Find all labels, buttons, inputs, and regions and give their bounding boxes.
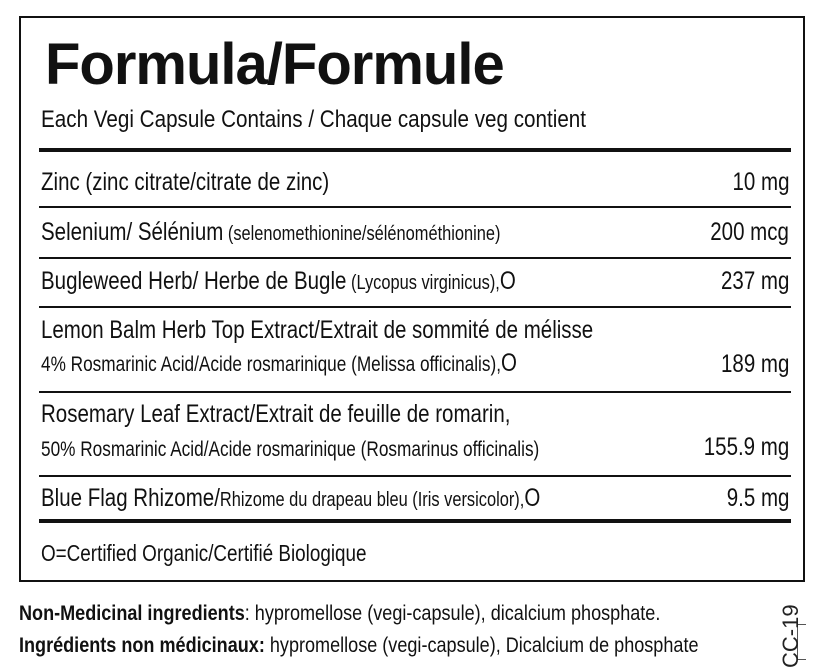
- ingredient-amount: 155.9 mg: [703, 433, 789, 461]
- ingredient-name: Selenium/ Sélénium: [41, 218, 224, 246]
- ingredient-name: Bugleweed Herb/ Herbe de Bugle: [41, 267, 347, 295]
- ingredient-subline: [41, 348, 789, 380]
- ingredient-name: Blue Flag Rhizome/: [41, 484, 220, 512]
- ingredient-row-bugleweed: [41, 266, 789, 298]
- ingredient-amount: 200 mcg: [710, 218, 789, 246]
- row-divider: [39, 206, 791, 208]
- organic-marker: O: [499, 267, 516, 295]
- non-medicinal-en-label: Non-Medicinal ingredients: [19, 602, 245, 625]
- formula-title: Formula/Formule: [45, 32, 504, 97]
- non-medicinal-fr: [19, 630, 699, 662]
- row-divider: [39, 306, 791, 308]
- non-medicinal-en: [19, 598, 699, 630]
- ingredient-name: Zinc (zinc citrate/citrate de zinc): [41, 168, 330, 196]
- header-divider: [39, 148, 791, 152]
- non-medicinal-en-text: : hypromellose (vegi-capsule), dicalcium phosphate.: [244, 602, 661, 625]
- ingredient-name: Rosemary Leaf Extract/Extrait de feuille de romarin,: [41, 400, 511, 428]
- ingredient-row-zinc: [41, 167, 789, 197]
- organic-marker: O: [501, 349, 517, 377]
- ingredient-row-selenium: [41, 217, 789, 249]
- formula-subtitle: Each Vegi Capsule Contains / Chaque capsule veg contient: [41, 106, 587, 133]
- row-divider: [39, 257, 791, 259]
- ingredient-amount: 10 mg: [732, 168, 789, 196]
- ingredient-detail: (selenomethionine/sélénométhionine): [223, 223, 501, 245]
- ingredient-amount: 9.5 mg: [726, 484, 789, 512]
- organic-legend: O=Certified Organic/Certifié Biologique: [41, 540, 367, 566]
- ingredient-detail: (Lycopus virginicus),: [346, 272, 500, 294]
- non-medicinal-fr-text: hypromellose (vegi-capsule), Dicalcium de phosphate: [264, 634, 699, 657]
- ingredient-name: Lemon Balm Herb Top Extract/Extrait de sommité de mélisse: [41, 316, 594, 344]
- ingredient-detail: 50% Rosmarinic Acid/Acide rosmarinique (Rosmarinus officinalis): [41, 438, 540, 461]
- ingredient-detail: Rhizome du drapeau bleu (Iris versicolor),: [219, 489, 525, 511]
- ingredient-amount: 189 mg: [720, 350, 789, 378]
- row-divider: [39, 391, 791, 393]
- ingredient-row-blue-flag: [41, 483, 789, 515]
- row-divider: [39, 475, 791, 477]
- non-medicinal-fr-label: Ingrédients non médicinaux:: [19, 634, 265, 657]
- organic-marker: O: [524, 484, 541, 512]
- ingredient-row-rosemary: [41, 399, 789, 429]
- footer-divider: [39, 519, 791, 523]
- formula-panel: [19, 16, 805, 582]
- side-code: CC-19: [778, 604, 803, 668]
- ingredient-subline: [41, 433, 789, 465]
- ingredient-row-lemon-balm: [41, 315, 789, 345]
- non-medicinal-ingredients: [19, 598, 699, 662]
- ingredient-amount: 237 mg: [720, 267, 789, 295]
- ingredient-detail: 4% Rosmarinic Acid/Acide rosmarinique (Melissa officinalis),: [41, 353, 502, 376]
